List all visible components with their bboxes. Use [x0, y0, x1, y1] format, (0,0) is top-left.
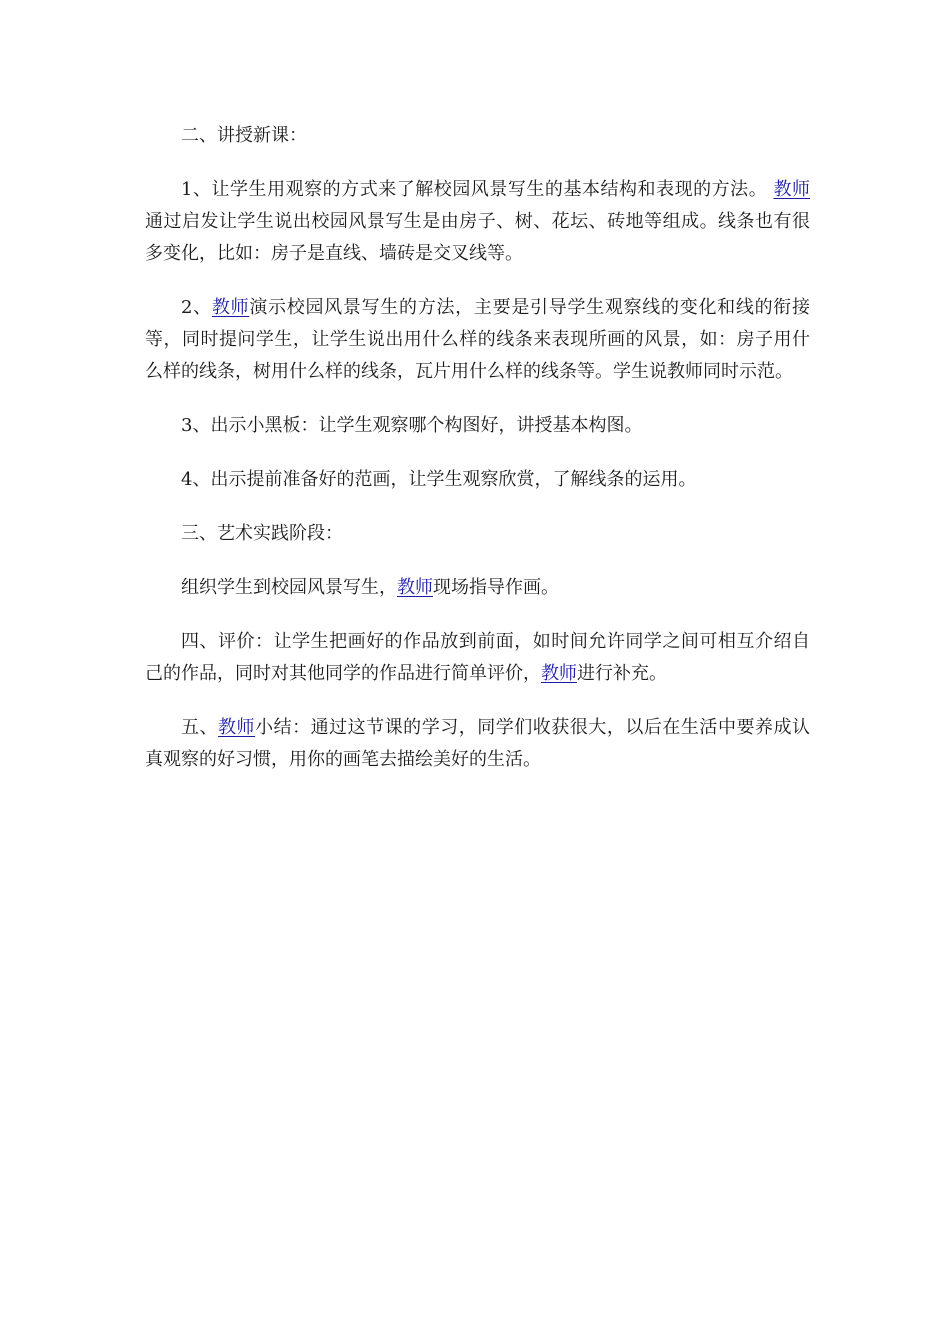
paragraph-6-evaluation	[145, 626, 810, 690]
paragraph-5	[145, 572, 810, 604]
teacher-link[interactable]: 教师	[397, 577, 433, 598]
paragraph-4	[145, 464, 810, 496]
paragraph-text: 进行补充。	[577, 663, 667, 684]
teacher-link[interactable]: 教师	[211, 297, 250, 318]
paragraph-text: 小结：通过这节课的学习，同学们收获很大，以后在生活中要养成认真观察的好习惯，用你的画笔去描绘美好的生活。	[145, 717, 810, 770]
section-heading-art-practice	[145, 518, 810, 550]
paragraph-1	[145, 174, 810, 270]
section-heading-new-lesson	[145, 120, 810, 152]
section-heading-text: 二、讲授新课：	[181, 125, 307, 146]
teacher-link[interactable]: 教师	[773, 179, 811, 200]
section-heading-text: 三、艺术实践阶段：	[181, 523, 343, 544]
document-body	[145, 120, 810, 798]
paragraph-text: 3、出示小黑板：让学生观察哪个构图好，讲授基本构图。	[181, 415, 643, 436]
paragraph-2	[145, 292, 810, 388]
paragraph-text: 2、	[181, 297, 212, 318]
teacher-link[interactable]: 教师	[541, 663, 577, 684]
paragraph-7-summary	[145, 712, 810, 776]
paragraph-3	[145, 410, 810, 442]
teacher-link[interactable]: 教师	[218, 717, 256, 738]
paragraph-text: 四、评价：让学生把画好的作品放到前面，如时间允许同学之间可相互介绍自己的作品，同时对其他同学的作品进行简单评价，	[145, 631, 810, 684]
paragraph-text: 组织学生到校园风景写生，	[181, 577, 397, 598]
paragraph-text: 演示校园风景写生的方法，主要是引导学生观察线的变化和线的衔接等，同时提问学生，让学生说出用什么样的线条来表现所画的风景，如：房子用什么样的线条，树用什么样的线条，瓦片用什么样的线条等。学生说教师同时示范。	[145, 297, 811, 382]
paragraph-text: 五、	[181, 717, 219, 738]
paragraph-text: 4、出示提前准备好的范画，让学生观察欣赏，了解线条的运用。	[181, 469, 697, 490]
paragraph-text: 通过启发让学生说出校园风景写生是由房子、树、花坛、砖地等组成。线条也有很多变化，比如：房子是直线、墙砖是交叉线等。	[145, 211, 810, 264]
paragraph-text: 现场指导作画。	[433, 577, 559, 598]
paragraph-text: 1、让学生用观察的方式来了解校园风景写生的基本结构和表现的方法。	[181, 179, 774, 200]
